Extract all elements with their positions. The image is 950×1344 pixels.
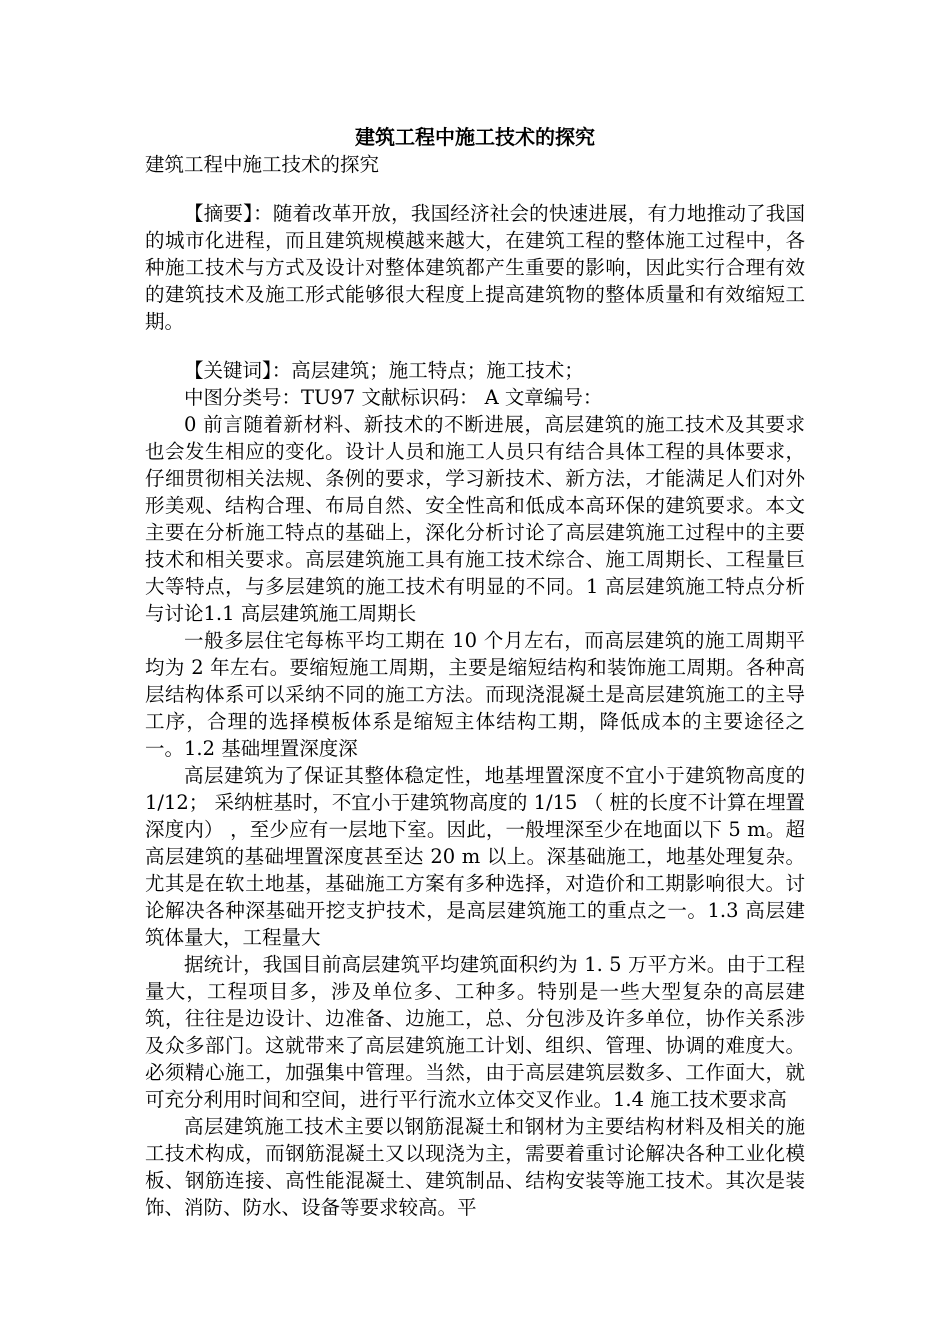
keywords-line: 【关键词】：高层建筑；施工特点；施工技术； (184, 359, 584, 382)
abstract-paragraph: 【摘要】：随着改革开放，我国经济社会的快速进展，有力地推动了我国的城市化进程，而且建筑规模越来越大，在建筑工程的整体施工过程中，各种施工技术与方式及设计对整体建筑都产生重要的影响，因此实行合理有效的建筑技术及施工形式能够很大程度上提高建筑物的整体质量和有效缩短工期。 (145, 202, 805, 333)
body-paragraph-3: 高层建筑为了保证其整体稳定性，地基埋置深度不宜小于建筑物高度的 1/12； 采纳桩基时，不宜小于建筑物高度的 1/15 （ 桩的长度不计算在埋置深度内） ，至少应有一层地下室。因此，一般埋深至少在地面以下 5 m。超高层建筑的基础埋置深度甚至达 20 m 以上。深基础施工，地基处理复杂。尤其是在软土地基，基础施工方案有多种选择，对造价和工期影响很大。讨论解决各种深基础开挖支护技术，是高层建筑施工的重点之一。1.3 高层建筑体量大，工程量大 (145, 764, 805, 949)
document-title: 建筑工程中施工技术的探究 (355, 125, 595, 149)
document-body (145, 124, 805, 1221)
body-paragraph-4: 据统计，我国目前高层建筑平均建筑面积约为 1. 5 万平方米。由于工程量大，工程项目多，涉及单位多、工种多。特别是一些大型复杂的高层建筑，往往是边设计、边准备、边施工，总、分包涉及许多单位，协作关系涉及众多部门。这就带来了高层建筑施工计划、组织、管理、协调的难度大。必须精心施工，加强集中管理。当然，由于高层建筑层数多、工作面大，就可充分利用时间和空间，进行平行流水立体交叉作业。1.4 施工技术要求高 (145, 953, 805, 1111)
body-paragraph-1: 0 前言随着新材料、新技术的不断进展，高层建筑的施工技术及其要求也会发生相应的变化。设计人员和施工人员只有结合具体工程的具体要求，仔细贯彻相关法规、条例的要求，学习新技术、新方法，才能满足人们对外形美观、结构合理、布局自然、安全性高和低成本高环保的建筑要求。本文主要在分析施工特点的基础上，深化分析讨论了高层建筑施工过程中的主要技术和相关要求。高层建筑施工具有施工技术综合、施工周期长、工程量巨大等特点，与多层建筑的施工技术有明显的不同。1 高层建筑施工特点分析与讨论1.1 高层建筑施工周期长 (145, 413, 805, 625)
body-paragraph-5: 高层建筑施工技术主要以钢筋混凝土和钢材为主要结构材料及相关的施工技术构成，而钢筋混凝土又以现浇为主，需要着重讨论解决各种工业化模板、钢筋连接、高性能混凝土、建筑制品、结构安装等施工技术。其次是装饰、消防、防水、设备等要求较高。平 (145, 1115, 805, 1219)
body-paragraph-2: 一般多层住宅每栋平均工期在 10 个月左右，而高层建筑的施工周期平均为 2 年左右。要缩短施工周期，主要是缩短结构和装饰施工周期。各种高层结构体系可以采纳不同的施工方法。而现浇混凝土是高层建筑施工的主导工序，合理的选择模板体系是缩短主体结构工期，降低成本的主要途径之一。1.2 基础埋置深度深 (145, 629, 805, 760)
classification-line: 中图分类号：TU97 文献标识码： A 文章编号： (184, 386, 603, 409)
document-subtitle: 建筑工程中施工技术的探究 (145, 153, 380, 176)
